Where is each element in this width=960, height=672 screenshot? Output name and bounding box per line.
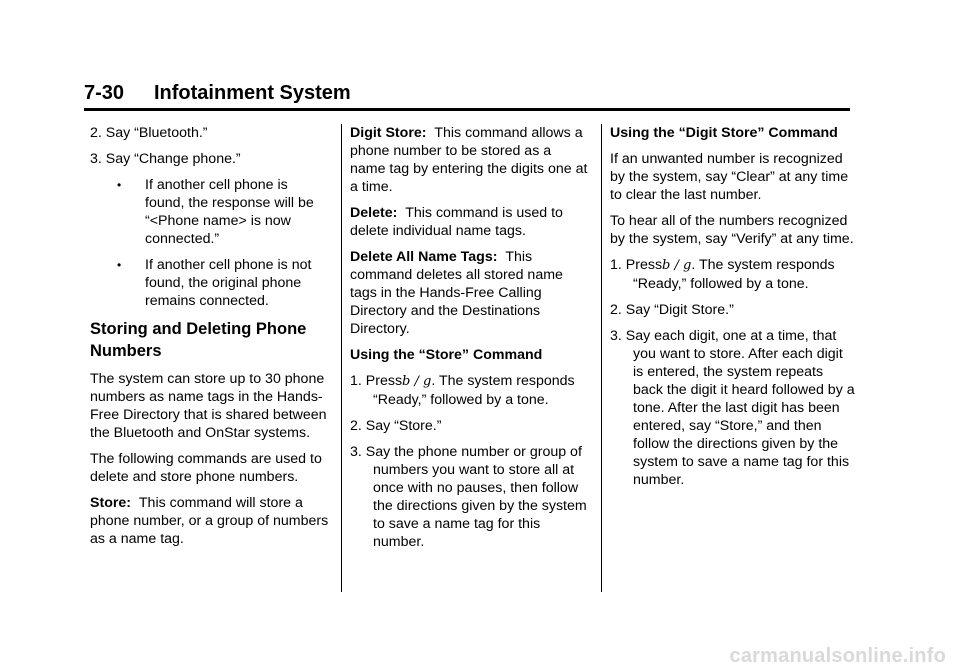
phone-voice-icon: b / g (402, 374, 432, 389)
bullet-icon: • (117, 178, 122, 192)
section-heading: Storing and Deleting Phone Numbers (90, 320, 307, 360)
column-divider (341, 124, 342, 592)
term-label: Delete: (350, 205, 398, 221)
step-3: 3. Say each digit, one at a time, that you want to store. After each digit is entered, the system repeats back the digit it heard followed by a tone. After the last digit has been entered, say “Store,” and then follow the directions given by the system to save a name tag for this number. (610, 328, 855, 488)
definition-delete (350, 204, 590, 240)
page-header (84, 80, 850, 111)
step-2: 2. Say “Digit Store.” (610, 302, 734, 318)
term-text: This command deletes all stored name tags in the Hands-Free Calling Directory and the Destinations Directory. (350, 249, 563, 337)
paragraph: If an unwanted number is recognized by the system, say “Clear” at any time to clear the last number. (610, 151, 849, 203)
watermark: carmanualsonline.info (729, 645, 946, 667)
term-label: Store: (90, 495, 131, 511)
step-2: 2. Say “Store.” (350, 418, 442, 434)
subheading: Using the “Digit Store” Command (610, 125, 838, 141)
step-3: 3. Say “Change phone.” (90, 151, 241, 167)
bullet-text: If another cell phone is not found, the original phone remains connected. (145, 257, 312, 309)
paragraph: The system can store up to 30 phone numbers as name tags in the Hands-Free Directory that is shared between the Bluetooth and OnStar systems. (90, 371, 327, 441)
term-text: This command will store a phone number, or a group of numbers as a name tag. (90, 495, 329, 547)
definition-digit-store (350, 124, 590, 196)
bullet-icon: • (117, 258, 122, 272)
phone-voice-icon: b / g (662, 258, 692, 273)
page-number: 7-30 (84, 82, 125, 104)
step-2: 2. Say “Bluetooth.” (90, 125, 208, 141)
definition-delete-all (350, 248, 590, 338)
bullet-item (90, 256, 330, 310)
bullet-item (90, 176, 330, 248)
term-text: This command is used to delete individual name tags. (350, 205, 563, 239)
bullet-text: If another cell phone is found, the response will be “<Phone name> is now connected.” (145, 177, 314, 247)
subheading: Using the “Store” Command (350, 347, 543, 363)
term-label: Digit Store: (350, 125, 427, 141)
column-middle (350, 124, 590, 559)
paragraph: To hear all of the numbers recognized by the system, say “Verify” at any time. (610, 213, 854, 247)
step-1: 1. Pressb / g. The system responds “Ready,” followed by a tone. (350, 373, 575, 408)
step-1: 1. Pressb / g. The system responds “Ready,” followed by a tone. (610, 257, 835, 292)
column-divider (601, 124, 602, 592)
column-left (90, 124, 330, 556)
column-right (610, 124, 855, 497)
paragraph: The following commands are used to delete and store phone numbers. (90, 451, 322, 485)
definition-store (90, 494, 330, 548)
step-3: 3. Say the phone number or group of numbers you want to store all at once with no pauses, then follow the directions given by the system to save a name tag for this number. (350, 444, 587, 550)
term-text: This command allows a phone number to be stored as a name tag by entering the digits one at a time. (350, 125, 588, 195)
term-label: Delete All Name Tags: (350, 249, 498, 265)
page-title: Infotainment System (154, 82, 351, 104)
